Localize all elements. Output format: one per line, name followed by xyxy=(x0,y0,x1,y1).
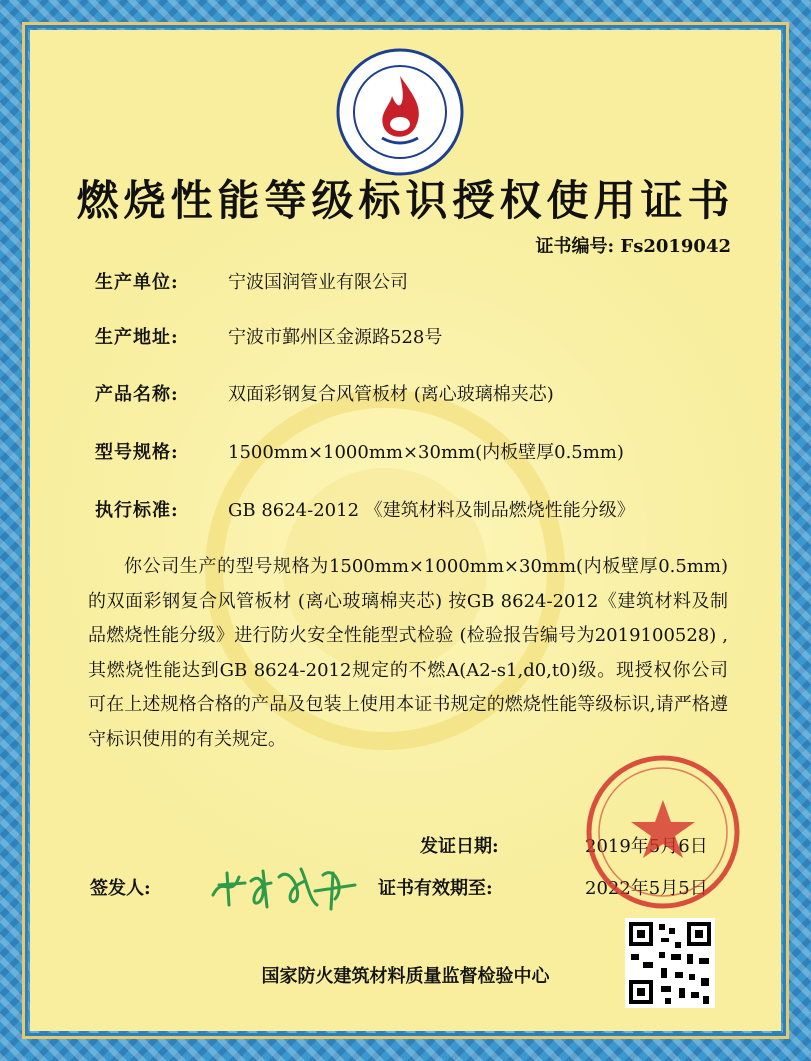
issuer-logo xyxy=(336,48,464,176)
certificate-title: 燃烧性能等级标识授权使用证书 xyxy=(76,176,735,225)
authorization-body-text: 你公司生产的型号规格为1500mm×1000mm×30mm(内板壁厚0.5mm) 的双面彩钢复合风管板材 (离心玻璃棉夹芯) 按GB 8624-2012《建筑材料及制品燃烧性能分级》进行防火安全性能型式检验 (检验报告编号为2019100528) ,其燃烧性能达到GB 8624-2012规定的不燃A(A2-s1,d0,t0)级。现授权你公司可在上述规格合格的产品及包装上使用本证书规定的燃烧性能等级标识,请严格遵守标识使用的有关规定。 xyxy=(88,556,728,750)
field-label-model: 型号规格: xyxy=(95,442,179,463)
field-value-address: 宁波市鄞州区金源路528号 xyxy=(228,327,443,348)
issue-date-label: 发证日期: xyxy=(420,836,499,857)
field-label-product: 产品名称: xyxy=(95,384,179,405)
field-label-address: 生产地址: xyxy=(95,327,179,348)
field-label-manufacturer: 生产单位: xyxy=(95,272,179,293)
field-value-standard: GB 8624-2012 《建筑材料及制品燃烧性能分级》 xyxy=(228,500,635,521)
validity-label: 证书有效期至: xyxy=(378,878,493,899)
field-value-manufacturer: 宁波国润管业有限公司 xyxy=(228,272,408,293)
signer-label: 签发人: xyxy=(90,878,151,899)
field-value-model: 1500mm×1000mm×30mm(内板壁厚0.5mm) xyxy=(228,442,624,463)
official-red-stamp xyxy=(583,752,743,912)
field-value-product: 双面彩钢复合风管板材 (离心玻璃棉夹芯) xyxy=(228,384,554,405)
issue-date-value: 2019年5月6日 xyxy=(585,836,708,857)
certificate-number: 证书编号: Fs2019042 xyxy=(535,236,731,257)
issuer-name-footer: 国家防火建筑材料质量监督检验中心 xyxy=(261,966,550,987)
handwritten-signature xyxy=(205,855,365,915)
validity-value: 2022年5月5日 xyxy=(585,878,708,899)
field-label-standard: 执行标准: xyxy=(95,500,179,521)
